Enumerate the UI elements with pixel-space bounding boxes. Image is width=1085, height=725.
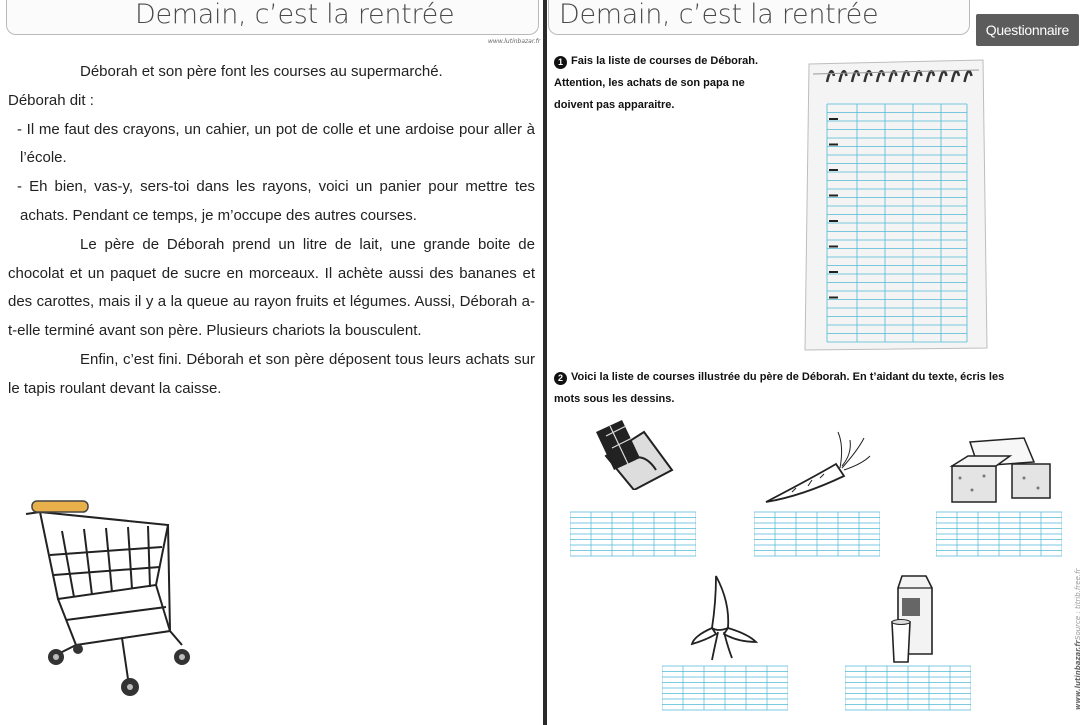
sugar-icon <box>948 436 1058 506</box>
answer-grid-milk[interactable] <box>845 664 971 712</box>
answer-grid-sugar[interactable] <box>936 510 1062 558</box>
question-2-number: 2 <box>554 372 567 385</box>
banana-icon <box>688 572 760 662</box>
left-credit: www.lutinbazar.fr <box>488 38 541 45</box>
milk-icon <box>888 574 938 664</box>
notepad-dash <box>829 144 838 146</box>
side-brand: www.lutinbazar.fr <box>1074 640 1082 710</box>
question-2 <box>554 366 1074 410</box>
answer-grid-banana[interactable] <box>662 664 788 712</box>
story-paragraph: - Eh bien, vas-y, sers-toi dans les rayons, voici un panier pour mettre tes achats. Pendant ce temps, je m’occupe des autres courses. <box>17 178 535 224</box>
story-paragraph: Déborah dit : <box>8 91 94 109</box>
story-paragraph: Enfin, c’est fini. Déborah et son père déposent tous leurs achats sur le tapis roulant devant la caisse. <box>8 350 535 397</box>
story-paragraph: Le père de Déborah prend un litre de lait, une grande boite de chocolat et un paquet de sucre en morceaux. Il achète aussi des bananes et des carottes, mais il y a la queue au rayon fruits et légumes. Aussi, Déborah a-t-elle terminé avant son père. Plusieurs chariots la bousculent. <box>8 235 535 340</box>
right-title: Demain, c’est la rentrée <box>559 0 879 30</box>
story-paragraph: - Il me faut des crayons, un cahier, un pot de colle et une ardoise pour aller à l’école. <box>17 120 535 167</box>
question-2-line-2: mots sous les dessins. <box>554 393 675 405</box>
carrot-icon <box>762 430 874 506</box>
right-page <box>548 0 1085 725</box>
story-text <box>8 58 535 404</box>
notepad-dash <box>829 246 838 248</box>
page-divider <box>543 0 547 725</box>
notepad-dash <box>829 118 838 120</box>
notepad-dash <box>829 195 838 197</box>
right-title-banner <box>548 0 970 35</box>
side-source: Source : titrib.free.fr <box>1074 568 1082 640</box>
shopping-cart-icon <box>22 495 197 705</box>
notepad-dash <box>829 169 838 171</box>
question-2-line-1: Voici la liste de courses illustrée du père de Déborah. En t’aidant du texte, écris les <box>571 371 1005 383</box>
question-1 <box>554 50 794 116</box>
left-title-banner <box>6 0 539 35</box>
question-1-line-1: Fais la liste de courses de Déborah. <box>571 55 759 67</box>
answer-grid-chocolate[interactable] <box>570 510 696 558</box>
chocolate-icon <box>592 418 674 490</box>
notepad-dash <box>829 271 838 273</box>
notepad-dash <box>829 220 838 222</box>
notepad-dash <box>829 297 838 299</box>
left-title: Demain, c’est la rentrée <box>135 0 455 30</box>
notepad-icon <box>803 52 988 352</box>
questionnaire-tag: Questionnaire <box>976 14 1079 46</box>
question-1-line-2: Attention, les achats de son papa ne <box>554 77 745 89</box>
story-paragraph: Déborah et son père font les courses au supermarché. <box>80 63 443 80</box>
answer-grid-carrot[interactable] <box>754 510 880 558</box>
question-1-line-3: doivent pas apparaitre. <box>554 99 675 111</box>
question-1-number: 1 <box>554 56 567 69</box>
